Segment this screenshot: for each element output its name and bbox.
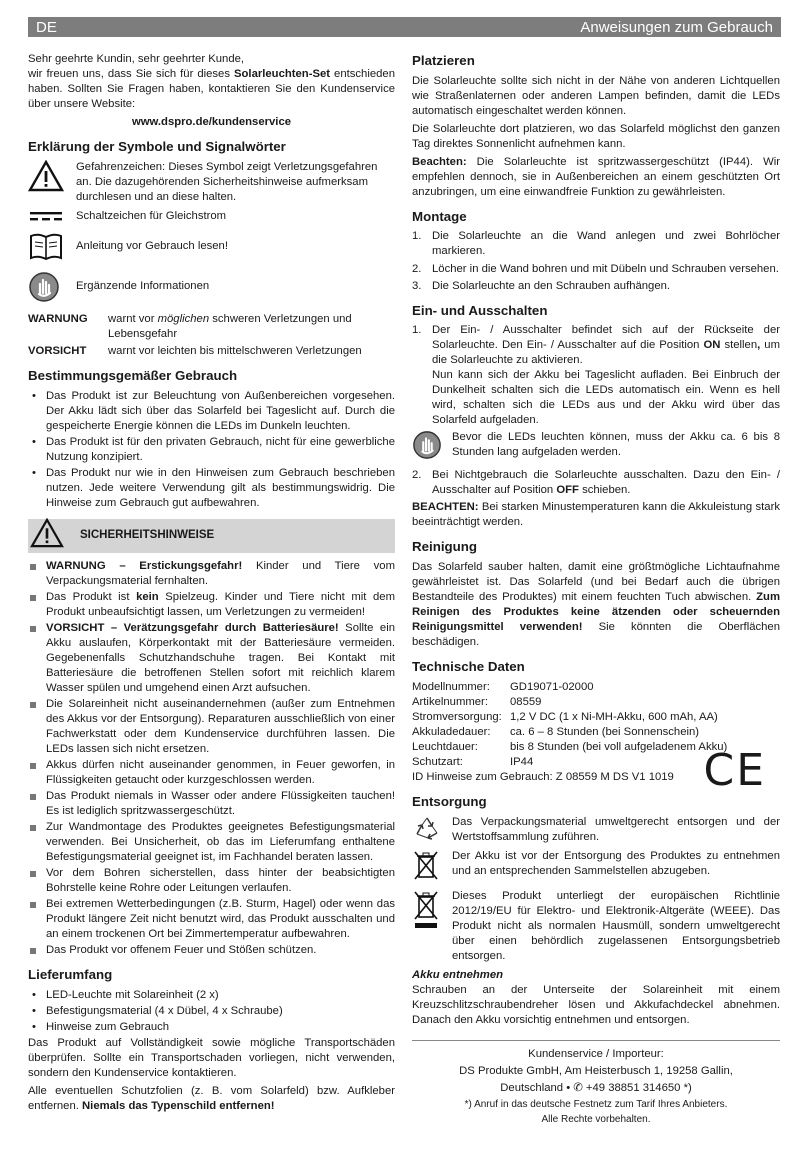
greeting: Sehr geehrte Kundin, sehr geehrter Kunde,: [28, 53, 245, 65]
signal-warnung: WARNUNG warnt vor möglichen schweren Verletzungen und Lebensgefahr: [28, 312, 352, 340]
switching-note: BEACHTEN: Bei starken Minustemperaturen kann die Akkuleistung stark beeinträchtigt werden.: [412, 501, 780, 529]
list-item: • LED-Leuchte mit Solareinheit (2 x): [28, 988, 395, 1003]
placement-p2: Die Solarleuchte dort platzieren, wo das Solarfeld möglichst den ganzen Tag direktes Sonnenlicht aufnehmen kann.: [412, 122, 780, 150]
crossed-bin-icon: [412, 849, 440, 881]
akku-text: Schrauben an der Unterseite der Solareinheit mit einem Kreuzschlitzschraubendreher lösen und Akkufachdeckel abnehmen. Danach den Akku vorsichtig entnehmen und entsorgen.: [412, 983, 780, 1026]
list-item: Vor dem Bohren sicherstellen, dass hinter der beabsichtigten Bohrstelle keine Rohre oder Leitungen verlaufen.: [28, 866, 395, 896]
tech-key: Leuchtdauer:: [412, 740, 478, 753]
list-item: 2. Löcher in die Wand bohren und mit Dübeln und Schrauben versehen.: [412, 262, 779, 275]
switching-list-2: [412, 468, 780, 498]
info-hand-icon: [412, 430, 442, 460]
language-code: DE: [36, 19, 57, 36]
cleaning-heading: Reinigung: [412, 539, 477, 555]
scope-foil-text: Alle eventuellen Schutzfolien (z. B. vom Solarfeld) bzw. Aufkleber entfernen. Niemals das Typenschild entfernen!: [28, 1084, 395, 1112]
placement-heading: Platzieren: [412, 53, 475, 68]
list-item: Akkus dürfen nicht auseinander genommen, in Feuer geworfen, in Flüssigkeiten getaucht oder kurzgeschlossen werden.: [28, 758, 395, 788]
list-item: Das Produkt niemals in Wasser oder andere Flüssigkeiten tauchen! Es ist lediglich spritzwassergeschützt.: [28, 789, 395, 819]
warning-triangle-icon: [30, 518, 64, 548]
header-bar: [28, 17, 781, 37]
placement-p1: Die Solarleuchte sollte sich nicht in der Nähe von anderen Lichtquellen wie Straßenlaternen oder anderen Lampen befinden, damit die LEDs automatisch eingeschaltet werden können.: [412, 74, 780, 117]
footer-rights: Alle Rechte vorbehalten.: [541, 1114, 651, 1126]
tech-heading: Technische Daten: [412, 659, 525, 675]
footer-address: DS Produkte GmbH, Am Heisterbusch 1, 19258 Gallin,: [459, 1064, 733, 1077]
symbol-info-row: Ergänzende Informationen: [28, 271, 395, 308]
list-item: Das Produkt ist kein Spielzeug. Kinder und Tiere nicht mit dem Produkt unbeaufsichtigt lassen, um Verletzungen zu vermeiden!: [28, 590, 395, 620]
page-title: Anweisungen zum Gebrauch: [580, 19, 773, 36]
switching-info-row: Bevor die LEDs leuchten können, muss der Akku ca. 6 bis 8 Stunden lang aufgeladen werden.: [412, 430, 780, 465]
tech-key: Schutzart:: [412, 755, 463, 768]
symbols-heading: Erklärung der Symbole und Signalwörter: [28, 139, 286, 155]
list-item: • Das Produkt nur wie in den Hinweisen zum Gebrauch beschrieben nutzen. Jede weitere Verwendung gilt als bestimmungswidrig. Die Hinweise zum Gebrauch gut aufbewahren.: [28, 466, 395, 511]
list-item: 1. Die Solarleuchte an die Wand anlegen und zwei Bohrlöcher markieren.: [412, 230, 780, 258]
tech-value: 08559: [510, 695, 542, 708]
mounting-heading: Montage: [412, 208, 467, 224]
info-hand-icon: [28, 271, 60, 303]
list-item: 3. Die Solarleuchte an den Schrauben aufhängen.: [412, 279, 671, 292]
usage-heading: Bestimmungsgemäßer Gebrauch: [28, 367, 238, 383]
footer: [412, 1040, 780, 1127]
right-column: [412, 52, 780, 1128]
footer-note: *) Anruf in das deutsche Festnetz zum Tarif Ihres Anbieters.: [464, 1098, 728, 1110]
intro-text: wir freuen uns, dass Sie sich für dieses Solarleuchten-Set entschieden haben. Sollten Sie Fragen haben, kontaktieren Sie den Kundenservice über unsere Website:: [28, 68, 395, 111]
id-label: ID Hinweise zum Gebrauch: Z 08559 M DS V1 1019: [412, 770, 674, 783]
list-item: VORSICHT – Verätzungsgefahr durch Batteriesäure! Sollte ein Akku auslaufen, Körperkontakt mit der Batteriesäure vermeiden. Gegebenenfalls Schutzhandschuhe tragen. Bei Kontakt mit Batteriesäure die betroffenen Stellen sofort mit reichlich klarem Wasser spülen und umgehend einen Arzt aufsuchen.: [28, 621, 395, 696]
list-item: 1. Der Ein- / Ausschalter befindet sich auf der Rückseite der Solarleuchte. Den Ein- / Ausschalter auf die Position ON stellen, um die Solarleuchte zu aktivieren. Nun kann sich der Akku bei Tageslicht aufladen. Bei Einbruch der Dunkelheit schalten sich die LEDs automatisch ein. Wenn es hell wird, schalten sich die LEDs aus und der Akku wird über das Solarfeld aufgeladen.: [412, 324, 780, 427]
list-item: Die Solareinheit nicht auseinandernehmen (außer zum Entnehmen des Akkus vor der Entsorgung). Reparaturen ausschließlich von einer Fachwerkstatt oder dem Kundenservice durchführen lassen. Die LEDs lassen sich nicht ersetzen.: [28, 697, 395, 757]
tech-value: 1,2 V DC (1 x Ni-MH-Akku, 600 mAh, AA): [510, 710, 718, 723]
list-item: Das Produkt vor offenem Feuer und Stößen schützen.: [28, 943, 395, 958]
footer-service: Kundenservice / Importeur:: [528, 1047, 664, 1060]
safety-heading-bar: SICHERHEITSHINWEISE: [28, 519, 395, 553]
disposal-weee-row: Dieses Produkt unterliegt der europäischen Richtlinie 2012/19/EU für Elektro- und Elektronik-Altgeräte (WEEE). Das Produkt nicht als normalen Hausmüll, sondern umweltgerecht über einen behördlich zugelassenen Entsorgungsbetrieb entsorgen.: [412, 889, 780, 964]
mounting-list: [412, 229, 780, 293]
list-item: • Das Produkt ist zur Beleuchtung von Außenbereichen vorgesehen. Der Akku lädt sich über das Solarfeld bei Tageslicht auf. Durch die gespeicherte Energie können die LEDs im Dunkeln leuchten.: [28, 389, 395, 434]
tech-block: [412, 680, 780, 796]
list-item: • Befestigungsmaterial (4 x Dübel, 4 x Schraube): [28, 1004, 395, 1019]
website-link[interactable]: www.dspro.de/kundenservice: [131, 116, 292, 129]
signal-vorsicht: VORSICHT warnt vor leichten bis mittelschweren Verletzungen: [28, 344, 362, 357]
disposal-heading: Entsorgung: [412, 793, 487, 809]
disposal-battery-row: Der Akku ist vor der Entsorgung des Produktes zu entnehmen und an entsprechenden Sammelstellen abzugeben.: [412, 849, 780, 886]
switching-list: [412, 323, 780, 428]
crossed-bin-icon: [412, 889, 440, 931]
list-item: WARNUNG – Erstickungsgefahr! Kinder und Tiere vom Verpackungsmaterial fernhalten.: [28, 559, 395, 589]
book-icon: [28, 232, 64, 262]
disposal-packaging-row: Das Verpackungsmaterial umweltgerecht entsorgen und der Wertstoffsammlung zuführen.: [412, 815, 780, 846]
recycling-icon: [412, 815, 442, 841]
scope-heading: Lieferumfang: [28, 967, 113, 983]
tech-value: ca. 6 – 8 Stunden (bei Sonnenschein): [510, 725, 700, 738]
tech-value: IP44: [510, 755, 534, 768]
tech-key: Modellnummer:: [412, 680, 490, 693]
list-item: • Das Produkt ist für den privaten Gebrauch, nicht für eine gewerbliche Nutzung konzipiert.: [28, 435, 395, 465]
tech-value: GD19071-02000: [510, 680, 594, 693]
ce-mark: CE: [703, 744, 766, 796]
footer-phone: Deutschland • ✆ +49 38851 314650 *): [500, 1081, 692, 1094]
left-column: [28, 52, 395, 1117]
tech-key: Stromversorgung:: [412, 710, 502, 723]
cleaning-text: Das Solarfeld sauber halten, damit eine größtmögliche Lichtaufnahme gewährleistet ist. Das Solarfeld (und bei Bedarf auch die übrigen Bestandteile des Produktes) mit einem feuchten Tuch abwischen. Zum Reinigen des Produktes keine ätzenden oder scheuernden Reinigungsmittel verwenden! Sie könnten die Oberflächen beschädigen.: [412, 561, 780, 649]
warning-triangle-icon: [28, 160, 64, 192]
akku-heading: Akku entnehmen: [412, 968, 504, 981]
scope-check-text: Das Produkt auf Vollständigkeit sowie mögliche Transportschäden überprüfen. Sollte ein Transportschaden vorliegen, nicht verwenden, sondern den Kundenservice kontaktieren.: [28, 1036, 395, 1079]
tech-key: Akkuladedauer:: [412, 725, 491, 738]
tech-value: bis 8 Stunden (bei voll aufgeladenem Akku): [510, 740, 728, 753]
direct-current-icon: [28, 209, 64, 223]
symbol-dc-row: Schaltzeichen für Gleichstrom: [28, 209, 395, 228]
list-item: 2. Bei Nichtgebrauch die Solarleuchte ausschalten. Dazu den Ein- / Ausschalter auf Position OFF schieben.: [412, 469, 780, 497]
usage-list: [28, 389, 395, 511]
switching-heading: Ein- und Ausschalten: [412, 302, 548, 318]
list-item: Zur Wandmontage des Produktes geeignetes Befestigungsmaterial verwenden. Bei Unsicherheit, ob das im Lieferumfang enthaltene Befestigungsmaterial geeignet ist, im Fachhandel beraten lassen.: [28, 820, 395, 865]
list-item: Bei extremen Wetterbedingungen (z.B. Sturm, Hagel) oder wenn das Produkt längere Zeit nicht benutzt wird, das Produkt ausschalten und an einem trockenen Ort bei Zimmertemperatur aufbewahren.: [28, 897, 395, 942]
list-item: • Hinweise zum Gebrauch: [28, 1020, 395, 1035]
placement-note: Beachten: Die Solarleuchte ist spritzwassergeschützt (IP44). Wir empfehlen dennoch, sie in Außenbereichen an einem geschützten Ort anzubringen, um eine einwandfreie Funktion zu gewährleisten.: [412, 155, 780, 198]
tech-key: Artikelnummer:: [412, 695, 488, 708]
scope-list: [28, 988, 395, 1035]
symbol-warning-row: Gefahrenzeichen: Dieses Symbol zeigt Verletzungsgefahren an. Die dazugehörenden Sicherheitshinweise aufmerksam durchlesen und an diese halten.: [28, 160, 395, 205]
safety-list: [28, 559, 395, 958]
symbol-manual-row: Anleitung vor Gebrauch lesen!: [28, 232, 395, 267]
